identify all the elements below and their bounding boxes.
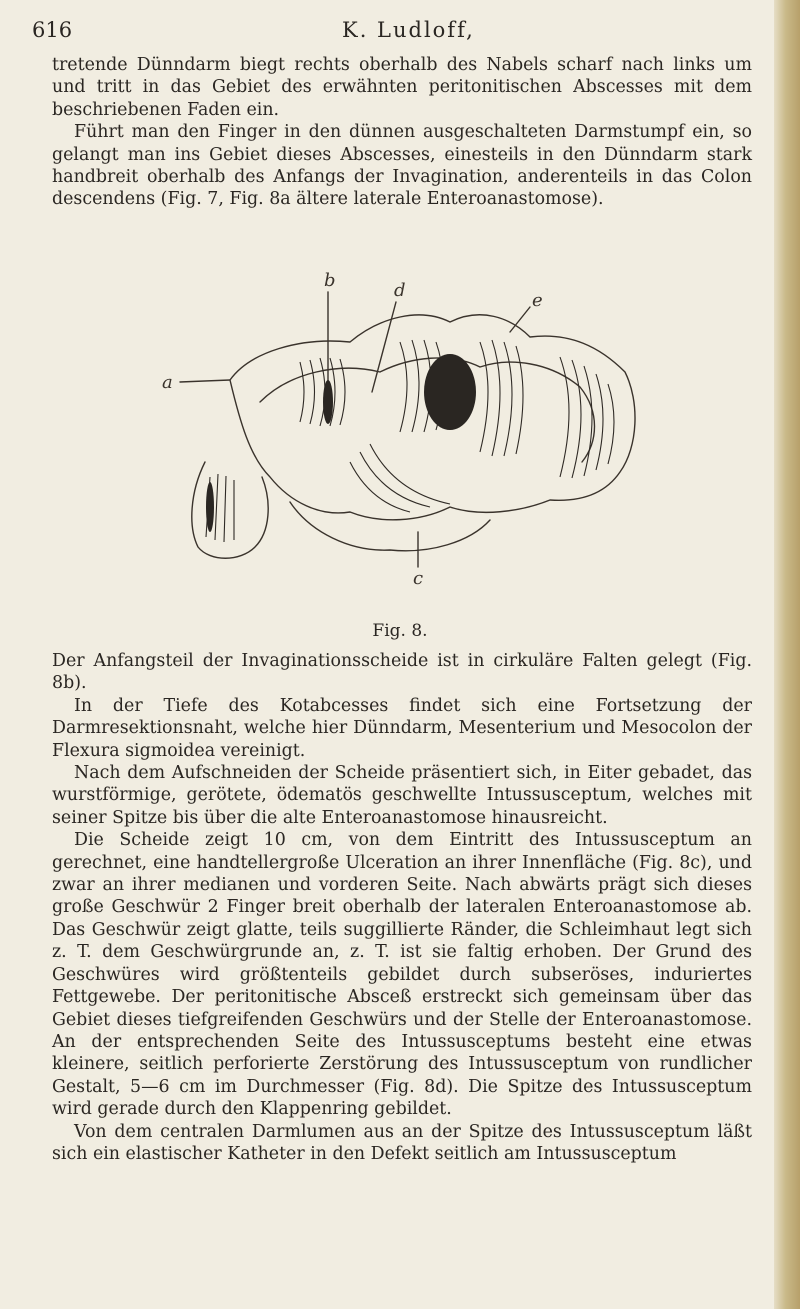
text-block-bottom (52, 650, 752, 1165)
lower-left-loop (192, 462, 268, 558)
paragraph: Der Anfangsteil der Invaginationsscheide ist in cirkuläre Falten gelegt (Fig. 8b). (52, 651, 752, 694)
paragraph: Die Scheide zeigt 10 cm, von dem Eintritt des Intussusceptum an gerechnet, eine handtellergroße Ulceration an ihrer Innenfläche (Fig. 8c), und zwar an ihrer medianen und vorderen Seite. Nach abwärts prägt sich dieses große Geschwür 2 Finger breit oberhalb der lateralen Enteroanastomose ab. Das Geschwür zeigt glatte, teils suggillierte Ränder, die Schleimhaut legt sich z. T. dem Geschwürgrunde an, z. T. ist sie faltig erhoben. Der Grund des Geschwüres wird größtenteils gebildet durch subseröses, induriertes Fettgewebe. Der peritonitische Absceß erstreckt sich gemeinsam über das Gebiet dieses tiefgreifenden Geschwürs und der Stelle der Enteroanastomose. An der entsprechenden Seite des Intussusceptums besteht eine etwas kleinere, seitlich perforierte Zerstörung des Intussusceptum von rundlicher Gestalt, 5—6 cm im Durchmesser (Fig. 8d). Die Spitze des Intussusceptum wird gerade durch den Klappenring gebildet. (52, 830, 752, 1120)
figure-8-illustration (150, 262, 650, 607)
paragraph: Führt man den Finger in den dünnen ausgeschalteten Darmstumpf ein, so gelangt man ins Gebiet dieses Abscesses, einesteils in den Dünndarm stark handbreit oberhalb des Anfangs der Invagination, anderenteils in das Colon descendens (Fig. 7, Fig. 8a ältere laterale Enteroanastomose). (52, 122, 752, 210)
paragraph: Von dem centralen Darmlumen aus an der Spitze des Intussusceptum läßt sich ein elastischer Katheter in den Defekt seitlich am Intussusceptum (52, 1121, 752, 1164)
paragraph: tretende Dünndarm biegt rechts oberhalb des Nabels scharf nach links um und tritt in das Gebiet des erwähnten peritonitischen Abscesses mit dem beschriebenen Faden ein. (52, 55, 752, 120)
figure-caption: Fig. 8. (372, 621, 428, 641)
figure-label-b: b (324, 270, 336, 291)
folds-far-right (560, 357, 614, 478)
page-edge (774, 0, 800, 1309)
folds-right (480, 340, 523, 456)
intestine-drawing (150, 262, 650, 607)
page-number: 616 (32, 18, 73, 42)
figure-label-a: a (162, 372, 173, 393)
paragraph: In der Tiefe des Kotabcesses findet sich eine Fortsetzung der Darmresektionsnaht, welche hier Dünndarm, Mesenterium und Mesocolon der Flexura sigmoidea vereinigt. (52, 695, 752, 761)
figure-label-e: e (532, 290, 543, 311)
leader-line-a (180, 380, 230, 382)
dark-edge (206, 482, 214, 532)
page-header (32, 18, 752, 50)
running-head: K. Ludloff, (342, 18, 475, 42)
figure-label-c: c (413, 568, 424, 589)
text-block-top (52, 54, 752, 211)
dark-fold (323, 380, 333, 424)
figure-label-d: d (394, 280, 406, 301)
paragraph: Nach dem Aufschneiden der Scheide präsentiert sich, in Eiter gebadet, das wurstförmige, gerötete, ödematös geschwellte Intussusceptum, welches mit seiner Spitze bis über die alte Enteroanastomose hinausreicht. (52, 763, 752, 828)
folds-lower (350, 444, 450, 512)
leader-line-d (372, 302, 396, 392)
dark-lumen (424, 354, 476, 430)
